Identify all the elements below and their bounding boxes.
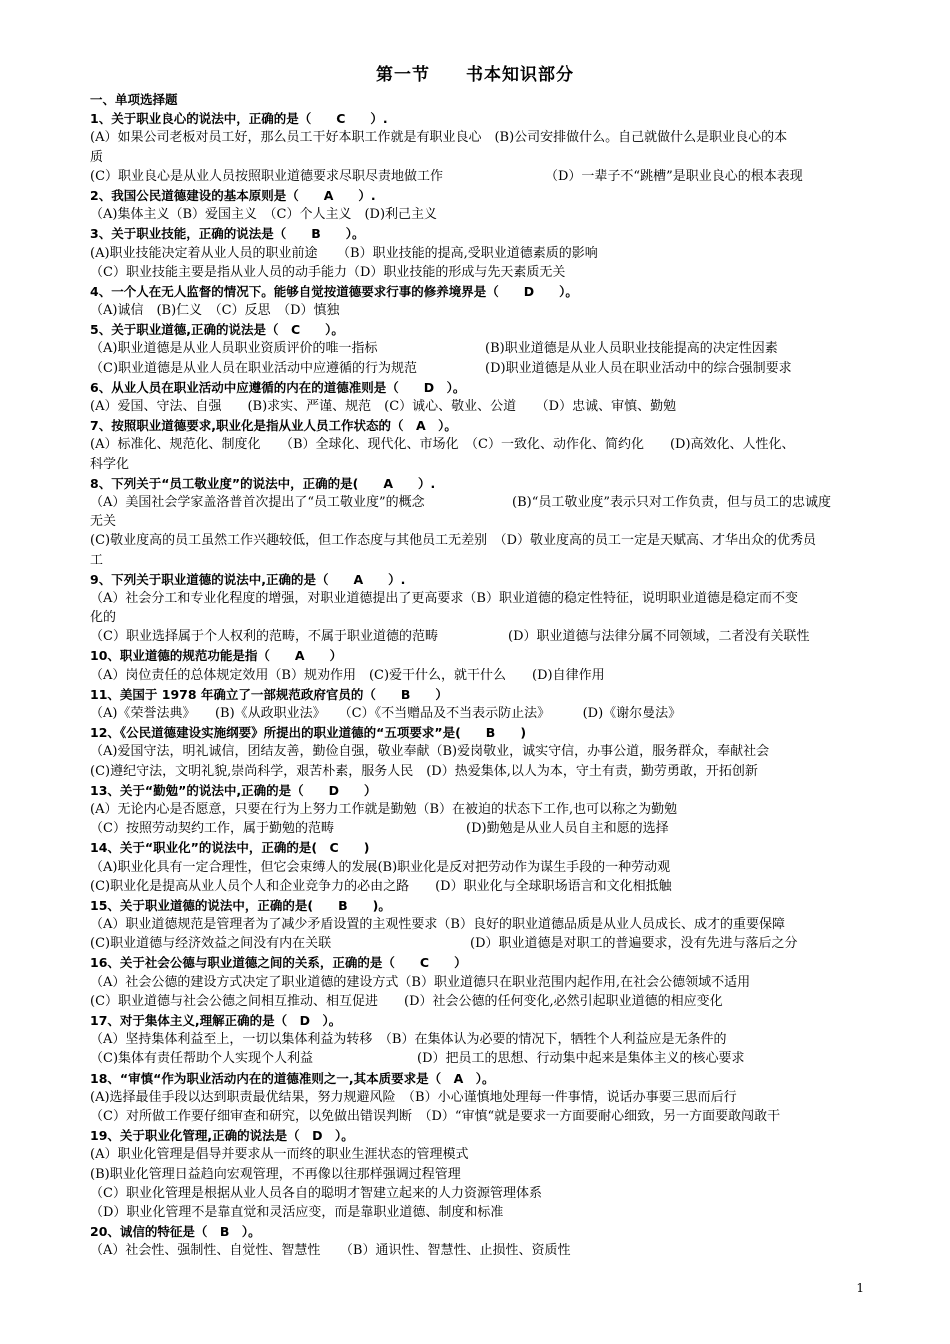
option-line: 科学化 [90, 456, 130, 472]
section-heading: 一、单项选择题 [90, 92, 178, 107]
option-line [90, 627, 900, 646]
option-line: (A）如果公司老板对员工好，那么员工干好本职工作就是有职业良心 (B)公司安排做什么。自己就做什么是职业良心的本 [90, 130, 788, 146]
option-left: （C）职业选择属于个人权利的范畴，不属于职业道德的范畴 [90, 629, 438, 645]
option-line: (A)选择最佳手段以达到职责最优结果，努力规避风险 （B）小心谨慎地处理每一件事情，说话办事要三思而后行 [90, 1089, 737, 1105]
option-line: （A）社会公德的建设方式决定了职业道德的建设方式（B）职业道德只在职业范围内起作用,在社会公德领域不适用 [90, 974, 751, 990]
question-stem: 8、下列关于“员工敬业度”的说法中，正确的是( A ）. [90, 475, 436, 491]
option-right: (D)职业道德是从业人员在职业活动中的综合强制要求 [485, 360, 792, 376]
option-left: （A)职业道德是从业人员职业资质评价的唯一指标 [90, 341, 378, 357]
option-right: (D）把员工的思想、行动集中起来是集体主义的核心要求 [417, 1051, 745, 1067]
option-line [90, 934, 900, 953]
option-line [90, 167, 900, 186]
option-line: （A）坚持集体利益至上，一切以集体利益为转移 （B）在集体认为必要的情况下，牺牲个人利益应是无条件的 [90, 1032, 727, 1048]
question-lines [90, 109, 900, 1260]
option-left: (C)职业道德与经济效益之间没有内在关联 [90, 936, 332, 952]
question-stem: 14、关于“职业化”的说法中，正确的是( C ) [90, 840, 370, 856]
option-right: (D)勤勉是从业人员自主和愿的选择 [466, 821, 669, 837]
option-line [90, 359, 900, 378]
option-left: （C)职业道德是从业人员在职业活动中应遵循的行为规范 [90, 360, 418, 376]
option-line: （C）职业化管理是根据从业人员各自的聪明才智建立起来的人力资源管理体系 [90, 1185, 542, 1201]
question-stem: 11、美国于 1978 年确立了一部规范政府官员的（ B ） [90, 686, 448, 702]
question-stem: 16、关于社会公德与职业道德之间的关系，正确的是（ C ） [90, 955, 467, 971]
question-stem: 6、从业人员在职业活动中应遵循的内在的道德准则是（ D ）。 [90, 379, 466, 395]
question-stem: 9、下列关于职业道德的说法中,正确的是（ A ）. [90, 571, 406, 587]
option-line [90, 819, 900, 838]
question-stem: 4、一个人在无人监督的情况下。能够自觉按道德要求行事的修养境界是（ D ）。 [90, 283, 578, 299]
option-line: (A）爱国、守法、自强 (B)求实、严谨、规范 (C）诚心、敬业、公道 （D）忠诚、审慎、勤勉 [90, 399, 677, 414]
option-line: （A）职业道德规范是管理者为了减少矛盾设置的主观性要求（B）良好的职业道德品质是从业人员成长、成才的重要保障 [90, 917, 785, 933]
option-right: (B)职业道德是从业人员职业技能提高的决定性因素 [485, 341, 778, 357]
option-left: （A）美国社会学家盖洛普首次提出了“员工敬业度”的概念 [90, 494, 425, 510]
option-line: (C)职业化是提高从业人员个人和企业竞争力的必由之路 (D）职业化与全球职场语言和文化相抵触 [90, 878, 672, 894]
option-line: （A)职业化具有一定合理性，但它会束缚人的发展(B)职业化是反对把劳动作为谋生手段的一种劳动观 [90, 859, 671, 875]
question-stem: 3、关于职业技能，正确的说法是（ B ）。 [90, 226, 365, 242]
option-line: (C）职业道德与社会公德之间相互推动、相互促进 (D）社会公德的任何变化,必然引起职业道德的相应变化 [90, 993, 723, 1009]
question-stem: 18、“审慎“作为职业活动内在的道德准则之一,其本质要求是（ A ）。 [90, 1070, 495, 1086]
option-line: （A）社会分工和专业化程度的增强，对职业道德提出了更高要求（B）职业道德的稳定性特征，说明职业道德是稳定而不变 [90, 590, 798, 606]
option-left: (C）职业良心是从业人员按照职业道德要求尽职尽责地做工作 [90, 168, 444, 184]
option-left: （C)集体有责任帮助个人实现个人利益 [90, 1051, 314, 1067]
option-line: 质 [90, 149, 104, 165]
option-line: 无关 [90, 514, 117, 530]
option-line [90, 493, 900, 512]
option-right: (D）职业道德与法律分属不同领域，二者没有关联性 [508, 629, 810, 645]
option-line: (B)职业化管理日益趋向宏观管理，不再像以往那样强调过程管理 [90, 1166, 461, 1182]
option-line: (A）标准化、规范化、制度化 （B）全球化、现代化、市场化 （C）一致化、动作化、简约化 (D)高效化、人性化、 [90, 437, 795, 453]
question-stem: 17、对于集体主义,理解正确的是（ D ）。 [90, 1013, 342, 1028]
page-number: 1 [856, 1281, 864, 1295]
option-line: （D）职业化管理不是靠直觉和灵活应变，而是靠职业道德、制度和标准 [90, 1204, 504, 1220]
question-stem: 20、诚信的特征是（ B ）。 [90, 1224, 261, 1240]
option-line: （A）岗位责任的总体规定效用（B）规劝作用 (C)爱干什么，就干什么 (D)自律作用 [90, 667, 605, 683]
question-list [90, 90, 900, 1260]
option-right: （D）一辈子不“跳槽”是职业良心的根本表现 [545, 168, 803, 184]
option-line [90, 339, 900, 358]
question-stem: 12、《公民道德建设实施纲要》所提出的职业道德的“五项要求”是( B ) [90, 725, 527, 741]
option-line: (A）无论内心是否愿意，只要在行为上努力工作就是勤勉（B）在被迫的状态下工作,也可以称之为勤勉 [90, 801, 678, 817]
option-line: （A)诚信 (B)仁义 （C）反思 （D）慎独 [90, 303, 340, 319]
option-line: (C)遵纪守法，文明礼貌,崇尚科学，艰苦朴素，服务人民 (D）热爱集体,以人为本，守土有责，勤劳勇敢，开拓创新 [90, 763, 758, 779]
option-left: （C）按照劳动契约工作，属于勤勉的范畴 [90, 821, 334, 837]
question-stem: 13、关于“勤勉”的说法中,正确的是（ D ） [90, 782, 377, 798]
option-line: (A)职业技能决定着从业人员的职业前途 （B）职业技能的提高,受职业道德素质的影响 [90, 245, 598, 261]
page-title: 第一节 书本知识部分 [376, 65, 574, 85]
option-line: (A）职业化管理是倡导并要求从一而终的职业生涯状态的管理模式 [90, 1147, 469, 1163]
option-line: （A）社会性、强制性、自觉性、智慧性 （B）通识性、智慧性、止损性、资质性 [90, 1243, 571, 1259]
question-stem: 15、关于职业道德的说法中，正确的是( B )。 [90, 897, 391, 913]
question-stem: 10、职业道德的规范功能是指（ A ） [90, 648, 343, 664]
option-right: (D）职业道德是对职工的普遍要求，没有先进与落后之分 [470, 936, 798, 952]
option-line: 化的 [90, 610, 117, 626]
option-line [90, 1049, 900, 1068]
option-line: (C)敬业度高的员工虽然工作兴趣较低，但工作态度与其他员工无差别 （D）敬业度高的员工一定是天赋高、才华出众的优秀员 [90, 533, 817, 549]
question-stem: 2、我国公民道德建设的基本原则是（ A ）. [90, 187, 376, 203]
question-stem: 1、关于职业良心的说法中，正确的是（ C ）. [90, 111, 388, 127]
option-line: （A)《荣誉法典》 (B)《从政职业法》 （C）《不当赠品及不当表示防止法》 (D)《谢尔曼法》 [90, 706, 682, 721]
option-right: (B)“员工敬业度”表示只对工作负责，但与员工的忠诚度 [512, 494, 831, 510]
option-line: （A)集体主义（B）爱国主义 （C）个人主义 (D)利己主义 [90, 207, 438, 223]
question-stem: 19、关于职业化管理,正确的说法是（ D ）。 [90, 1128, 354, 1144]
option-line: （C）对所做工作要仔细审查和研究，以免做出错误判断 （D）“审慎“就是要求一方面要耐心细致，另一方面要敢闯敢干 [90, 1108, 781, 1124]
option-line: 工 [90, 552, 104, 568]
option-line: （A)爱国守法，明礼诚信，团结友善，勤俭自强，敬业奉献（B)爱岗敬业，诚实守信，办事公道，服务群众，奉献社会 [90, 744, 770, 760]
question-stem: 5、关于职业道德,正确的说法是（ C ）。 [90, 322, 344, 338]
option-line: （C）职业技能主要是指从业人员的动手能力（D）职业技能的形成与先天素质无关 [90, 264, 566, 280]
question-stem: 7、按照职业道德要求,职业化是指从业人员工作状态的（ A ）。 [90, 418, 457, 434]
